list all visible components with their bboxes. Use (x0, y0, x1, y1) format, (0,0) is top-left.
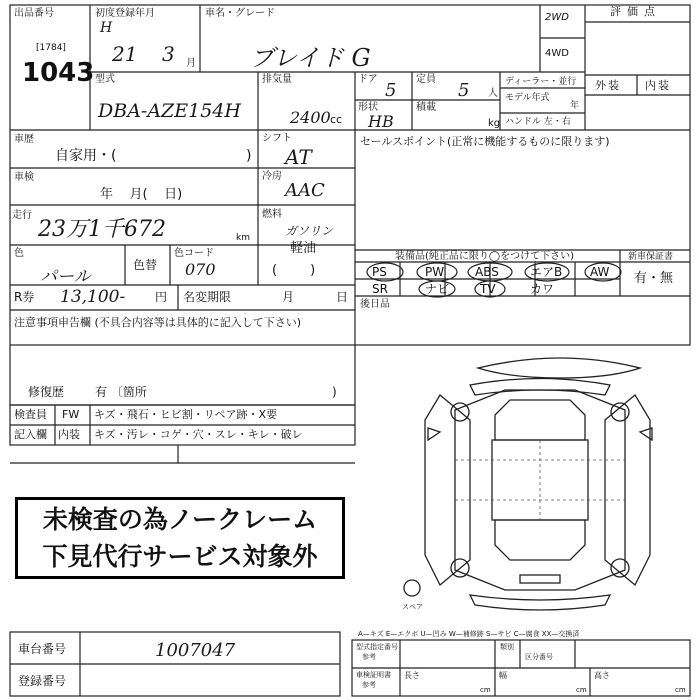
fuel-value: ガソリン (285, 224, 334, 238)
legend: A—キズ E—エクボ U—凹み W—補修跡 S—サビ C—腐食 XX—交換済 (358, 630, 580, 638)
interior-row-label: 内装 (58, 428, 80, 441)
name-change-label: 名変期限 (183, 290, 232, 304)
load-label: 積載 (416, 102, 436, 113)
category-ref: 区分番号 (525, 653, 553, 661)
usage-close: ) (246, 148, 252, 164)
equipment-label: 装備品(純正品に限り◯をつけて下さい) (395, 251, 574, 262)
fuel-diesel: 軽油 (290, 241, 317, 256)
length-cm: cm (480, 686, 491, 694)
fuel-label: 燃料 (262, 209, 282, 220)
rear-seat-label: 後日品 (360, 299, 390, 310)
ac-label: 冷房 (262, 171, 282, 182)
shape-label: 形状 (358, 102, 378, 113)
color-code-label: 色コード (174, 248, 214, 259)
exterior-label: 外装 (595, 79, 621, 92)
car-diagram (404, 358, 652, 610)
lot-sub: [1784] (36, 43, 66, 53)
model-num-ref: 参考 (362, 653, 376, 661)
model-year-label: モデル年式 (505, 93, 550, 103)
cc-unit: cc (330, 113, 343, 126)
month-unit: 月 (186, 58, 196, 69)
mileage-label: 走行 (12, 210, 32, 221)
capacity-label: 定員 (416, 74, 436, 85)
dealer-label: ディーラー・並行 (505, 77, 577, 87)
doors-label: ドア (358, 74, 378, 85)
height-cm: cm (675, 686, 686, 694)
kg-unit: kg (488, 118, 501, 129)
recycle-label: R券 (14, 290, 35, 304)
inspector-label-1: 検査員 (14, 408, 47, 421)
equip-aw: AW (590, 265, 610, 279)
yen-unit: 円 (155, 290, 168, 304)
chassis-value: 1007047 (155, 640, 236, 661)
name-change-day: 日 (336, 290, 349, 304)
handle-label: ハンドル 左・右 (505, 117, 571, 127)
width-label: 幅 (499, 671, 507, 680)
displacement-label: 排気量 (262, 74, 292, 85)
inspection-fields: 年 月( 日) (100, 187, 183, 202)
cert-label: 車検証明書 (356, 671, 391, 679)
equip-airbag: エアB (530, 265, 563, 279)
type-value: DBA-AZE154H (98, 100, 241, 122)
year-unit: 年 (570, 101, 580, 111)
shift-label: シフト (262, 133, 292, 144)
color-change-label: 色替 (133, 258, 158, 272)
mileage-value: 23万1千672 (38, 217, 166, 242)
first-reg-year: 21 (112, 42, 138, 66)
color-value: パール (40, 267, 91, 287)
sales-label: セールスポイント(正常に機能するものに限ります) (360, 135, 610, 148)
displacement-value: 2400 (290, 108, 331, 127)
notice-box (15, 497, 345, 579)
shape-value: HB (368, 112, 394, 131)
equip-sr: SR (372, 282, 388, 296)
width-cm: cm (576, 686, 587, 694)
first-reg-era: H (100, 20, 113, 36)
lot-label: 出品番号 (14, 8, 54, 19)
km-unit: km (236, 233, 250, 243)
notice-line-2: 下見代行サービス対象外 (42, 542, 318, 571)
reg-label: 登録番号 (18, 674, 67, 688)
spare-label: スペア (402, 603, 423, 611)
notes-label: 注意事項申告欄 (不具合内容等は具体的に記入して下さい) (14, 316, 302, 329)
rating-label: 評価点 (610, 5, 661, 18)
person-unit: 人 (488, 88, 498, 99)
first-reg-label: 初度登録年月 (95, 8, 155, 19)
repair-value: 有 〔箇所 (95, 385, 147, 399)
capacity-value: 5 (458, 80, 470, 101)
model-name-label: 車名・グレード (205, 8, 275, 19)
inspection-label: 車検 (14, 172, 34, 183)
shift-value: AT (285, 145, 312, 169)
interior-label: 内装 (645, 79, 671, 92)
drive-4wd: 4WD (545, 48, 569, 59)
warranty-value: 有・無 (634, 271, 674, 286)
name-change-month: 月 (282, 290, 295, 304)
category-label: 類別 (500, 643, 514, 651)
ac-value: AAC (285, 180, 325, 201)
equip-pw: PW (425, 265, 445, 279)
usage-label: 車歴 (14, 134, 34, 145)
fw-text: キズ・飛石・ヒビ割・リペア跡・X要 (94, 408, 278, 421)
cert-ref: 参考 (362, 681, 376, 689)
color-label: 色 (14, 248, 24, 259)
chassis-label: 車台番号 (18, 642, 67, 656)
lot-number: 1043 (22, 58, 95, 88)
equip-ps: PS (372, 265, 387, 279)
notice-line-1: 未検査の為ノークレーム (42, 505, 318, 534)
equip-navi: ナビ (425, 282, 450, 296)
equip-tv: TV (480, 282, 496, 296)
type-label: 型式 (95, 74, 115, 85)
model-num-label: 型式指定番号 (356, 643, 398, 651)
first-reg-month: 3 (162, 42, 175, 66)
usage-value: 自家用・( (55, 148, 117, 164)
doors-value: 5 (385, 80, 397, 101)
model-name: ブレイド G (250, 44, 371, 72)
repair-close: ) (332, 385, 337, 399)
fuel-paren: ( ) (272, 263, 316, 278)
warranty-label: 新車保証書 (628, 252, 674, 262)
interior-row-text: キズ・汚レ・コゲ・穴・スレ・キレ・破レ (94, 428, 303, 441)
fw-label: FW (62, 408, 80, 421)
repair-label: 修復歴 (28, 385, 65, 399)
drive-2wd: 2WD (545, 12, 569, 23)
recycle-value: 13,100- (60, 287, 126, 307)
height-label: 高さ (594, 671, 610, 680)
inspector-label-2: 記入欄 (14, 428, 47, 441)
color-code-value: 070 (185, 260, 216, 279)
equip-leather: カワ (530, 282, 555, 296)
equip-abs: ABS (475, 265, 499, 279)
length-label: 長さ (404, 671, 420, 680)
